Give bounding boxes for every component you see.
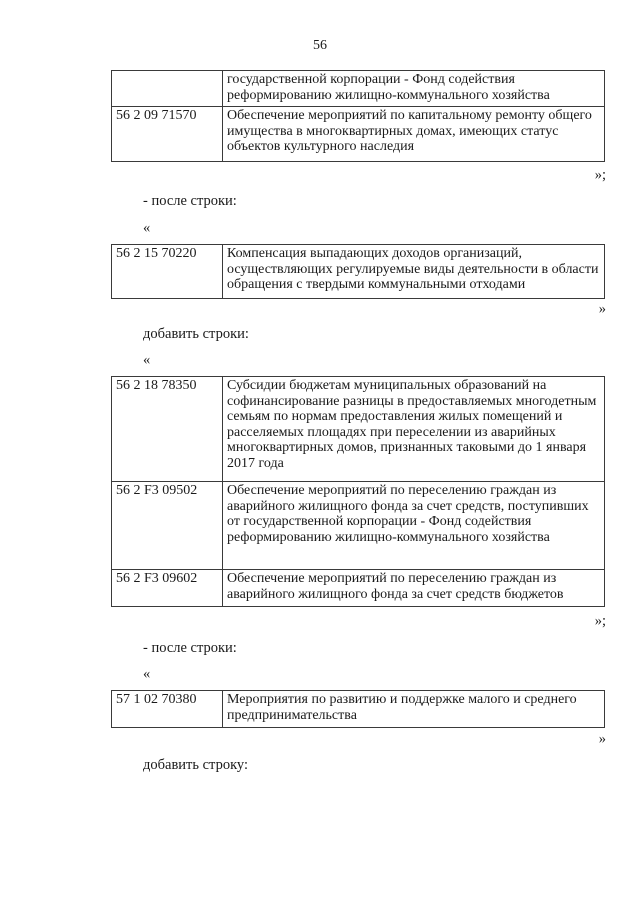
row-description: Субсидии бюджетам муниципальных образований на софинансирование разницы в предоставляемых многодетным семьям по нормам предоставления жилых помещений и расселяемых площадях при переселении из аварийных многоквартирных домов, признанных таковыми до 1 января 2017 года [223, 377, 605, 482]
row-code: 56 2 F3 09602 [112, 570, 223, 607]
instruction-text: - после строки: [143, 640, 237, 656]
table-row [112, 691, 605, 728]
opening-quote: « [143, 220, 151, 236]
row-code [112, 71, 223, 107]
code-table [111, 376, 605, 607]
row-description: Обеспечение мероприятий по капитальному ремонту общего имущества в многоквартирных домах, имеющих статус объектов культурного наследия [223, 107, 605, 162]
row-description: государственной корпорации - Фонд содействия реформированию жилищно-коммунального хозяйства [223, 71, 605, 107]
row-code: 57 1 02 70380 [112, 691, 223, 728]
closing-quote: » [598, 731, 606, 747]
code-table [111, 244, 605, 299]
instruction-text: добавить строку: [143, 757, 248, 773]
row-code: 56 2 F3 09502 [112, 482, 223, 570]
row-description: Обеспечение мероприятий по переселению граждан из аварийного жилищного фонда за счет средств бюджетов [223, 570, 605, 607]
row-description: Компенсация выпадающих доходов организаций, осуществляющих регулируемые виды деятельности в области обращения с твердыми коммунальными отходами [223, 245, 605, 299]
closing-quote: »; [594, 167, 606, 183]
row-code: 56 2 09 71570 [112, 107, 223, 162]
row-description: Обеспечение мероприятий по переселению граждан из аварийного жилищного фонда за счет средств, поступивших от государственной корпорации - Фонд содействия реформированию жилищно-коммунального хозяйства [223, 482, 605, 570]
table-row [112, 570, 605, 607]
closing-quote: » [598, 301, 606, 317]
row-code: 56 2 18 78350 [112, 377, 223, 482]
table-row [112, 482, 605, 570]
row-description: Мероприятия по развитию и поддержке малого и среднего предпринимательства [223, 691, 605, 728]
instruction-text: - после строки: [143, 193, 237, 209]
closing-quote: »; [594, 613, 606, 629]
code-table [111, 70, 605, 162]
table-row [112, 71, 605, 107]
instruction-text: добавить строки: [143, 326, 249, 342]
table-row [112, 107, 605, 162]
table-row [112, 245, 605, 299]
opening-quote: « [143, 352, 151, 368]
page-number: 56 [313, 38, 327, 53]
code-table [111, 690, 605, 728]
opening-quote: « [143, 666, 151, 682]
table-row [112, 377, 605, 482]
row-code: 56 2 15 70220 [112, 245, 223, 299]
